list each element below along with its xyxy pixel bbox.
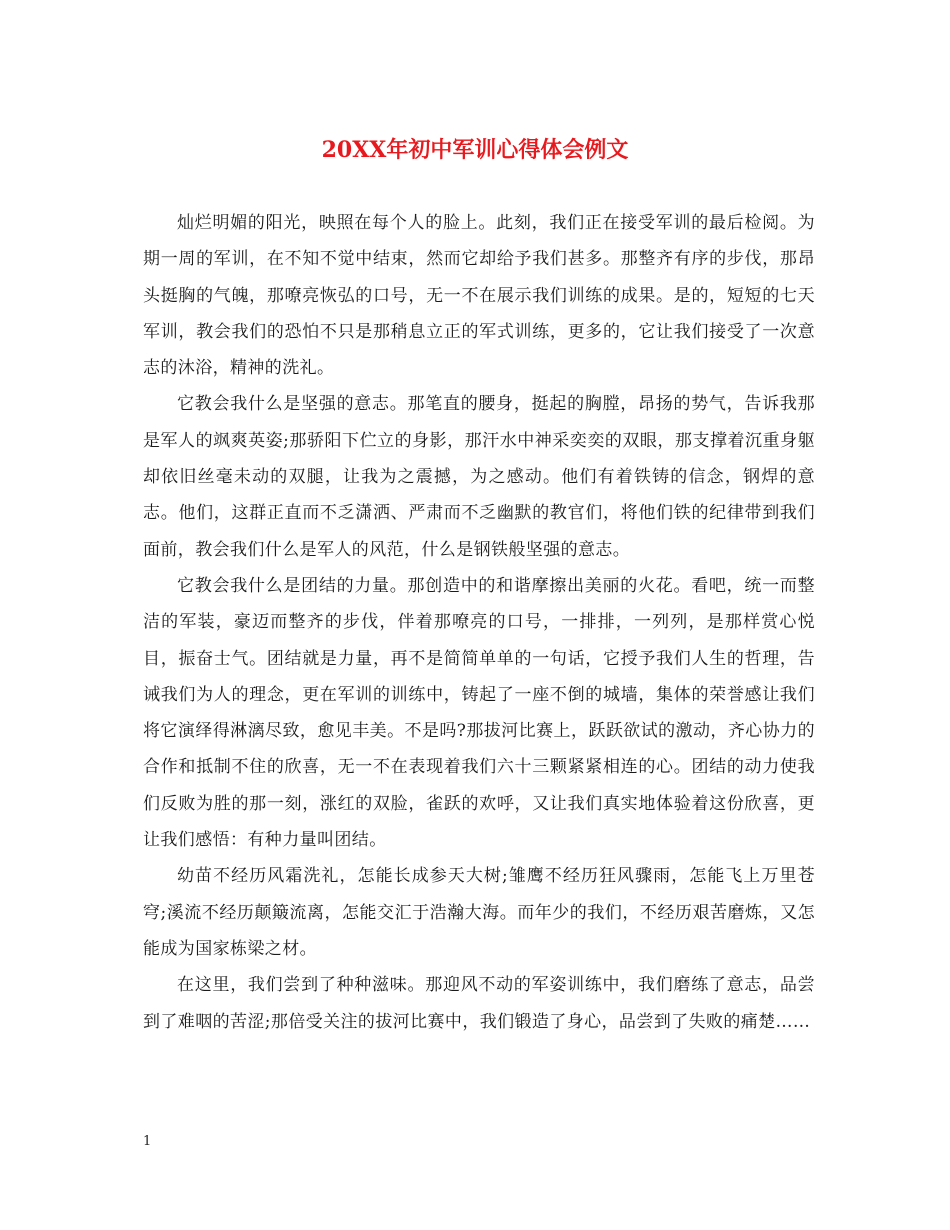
paragraph: 它教会我什么是团结的力量。那创造中的和谐摩擦出美丽的火花。看吧，统一而整洁的军装，豪迈而整齐的步伐，伴着那嘹亮的口号，一排排，一列列，是那样赏心悦目，振奋士气。团结就是力量，再不是简简单单的一句话，它授予我们人生的哲理，告诫我们为人的理念，更在军训的训练中，铸起了一座不倒的城墙，集体的荣誉感让我们将它演绎得淋漓尽致，愈见丰美。不是吗?那拔河比赛上，跃跃欲试的激动，齐心协力的合作和抵制不住的欣喜，无一不在表现着我们六十三颗紧紧相连的心。团结的动力使我们反败为胜的那一刻，涨红的双脸，雀跃的欢呼，又让我们真实地体验着这份欣喜，更让我们感悟：有种力量叫团结。 bbox=[143, 575, 815, 851]
document-body bbox=[143, 205, 815, 1040]
document-title: 20XX年初中军训心得体会例文 bbox=[321, 137, 629, 163]
page-number: 1 bbox=[143, 1134, 152, 1149]
paragraph: 它教会我什么是坚强的意志。那笔直的腰身，挺起的胸膛，昂扬的势气，告诉我那是军人的飒爽英姿;那骄阳下伫立的身影，那汗水中神采奕奕的双眼，那支撑着沉重身躯却依旧丝毫未动的双腿，让我为之震撼，为之感动。他们有着铁铸的信念，钢焊的意志。他们，这群正直而不乏潇洒、严肃而不乏幽默的教官们，将他们铁的纪律带到我们面前，教会我们什么是军人的风范，什么是钢铁般坚强的意志。 bbox=[143, 394, 815, 560]
paragraph: 在这里，我们尝到了种种滋味。那迎风不动的军姿训练中，我们磨练了意志，品尝到了难咽的苦涩;那倍受关注的拔河比赛中，我们锻造了身心，品尝到了失败的痛楚…… bbox=[143, 975, 815, 1032]
paragraph: 幼苗不经历风霜洗礼，怎能长成参天大树;雏鹰不经历狂风骤雨，怎能飞上万里苍穹;溪流不经历颠簸流离，怎能交汇于浩瀚大海。而年少的我们，不经历艰苦磨炼，又怎能成为国家栋梁之材。 bbox=[143, 866, 815, 959]
paragraph: 灿烂明媚的阳光，映照在每个人的脸上。此刻，我们正在接受军训的最后检阅。为期一周的军训，在不知不觉中结束，然而它却给予我们甚多。那整齐有序的步伐，那昂头挺胸的气魄，那嘹亮恢弘的口号，无一不在展示我们训练的成果。是的，短短的七天军训，教会我们的恐怕不只是那稍息立正的军式训练，更多的，它让我们接受了一次意志的沐浴，精神的洗礼。 bbox=[143, 213, 815, 379]
